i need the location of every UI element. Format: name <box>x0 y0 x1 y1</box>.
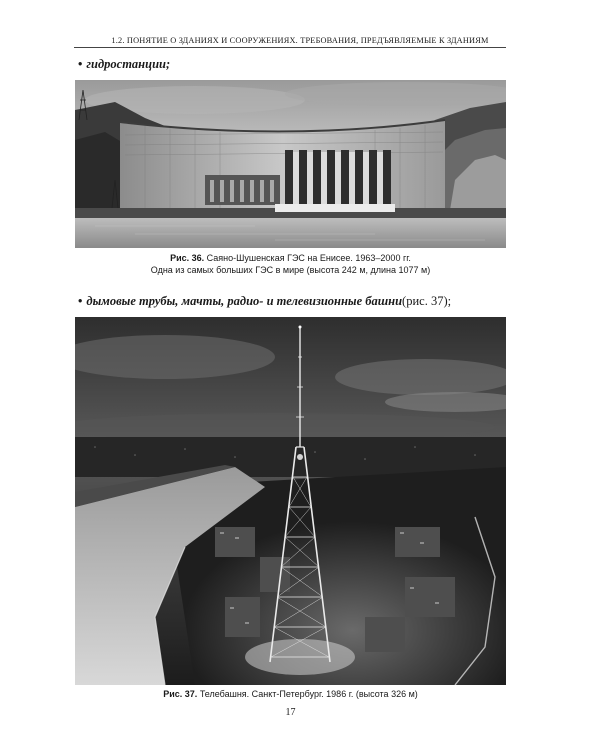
figure-37-caption-line1: Телебашня. Санкт-Петербург. 1986 г. (высота 326 м) <box>199 689 418 699</box>
figure-36-image <box>75 80 506 248</box>
list-item <box>78 57 170 72</box>
list-item-term: дымовые трубы, мачты, радио- и телевизионные башни <box>86 294 403 308</box>
figure-36-caption-line2: Одна из самых больших ГЭС в мире (высота 242 м, длина 1077 м) <box>150 264 431 275</box>
figure-reference: (рис. 37); <box>402 294 452 308</box>
bullet-marker: • <box>78 294 83 308</box>
figure-37-caption <box>0 689 581 701</box>
figure-37-label: Рис. 37. <box>163 689 198 699</box>
running-head: 1.2. ПОНЯТИЕ О ЗДАНИЯХ И СООРУЖЕНИЯХ. ТРЕБОВАНИЯ, ПРЕДЪЯВЛЯЕМЫЕ К ЗДАНИЯМ <box>111 36 489 45</box>
page-number: 17 <box>285 707 296 718</box>
list-item-term: гидростанции; <box>86 57 171 71</box>
bullet-marker: • <box>78 57 83 71</box>
figure-37-image <box>75 317 506 685</box>
header-rule <box>74 47 506 48</box>
figure-36-caption <box>0 253 581 276</box>
list-item <box>78 294 451 309</box>
figure-36-label: Рис. 36. <box>170 253 205 263</box>
figure-36-caption-line1: Саяно-Шушенская ГЭС на Енисее. 1963–2000 гг. <box>206 253 411 263</box>
